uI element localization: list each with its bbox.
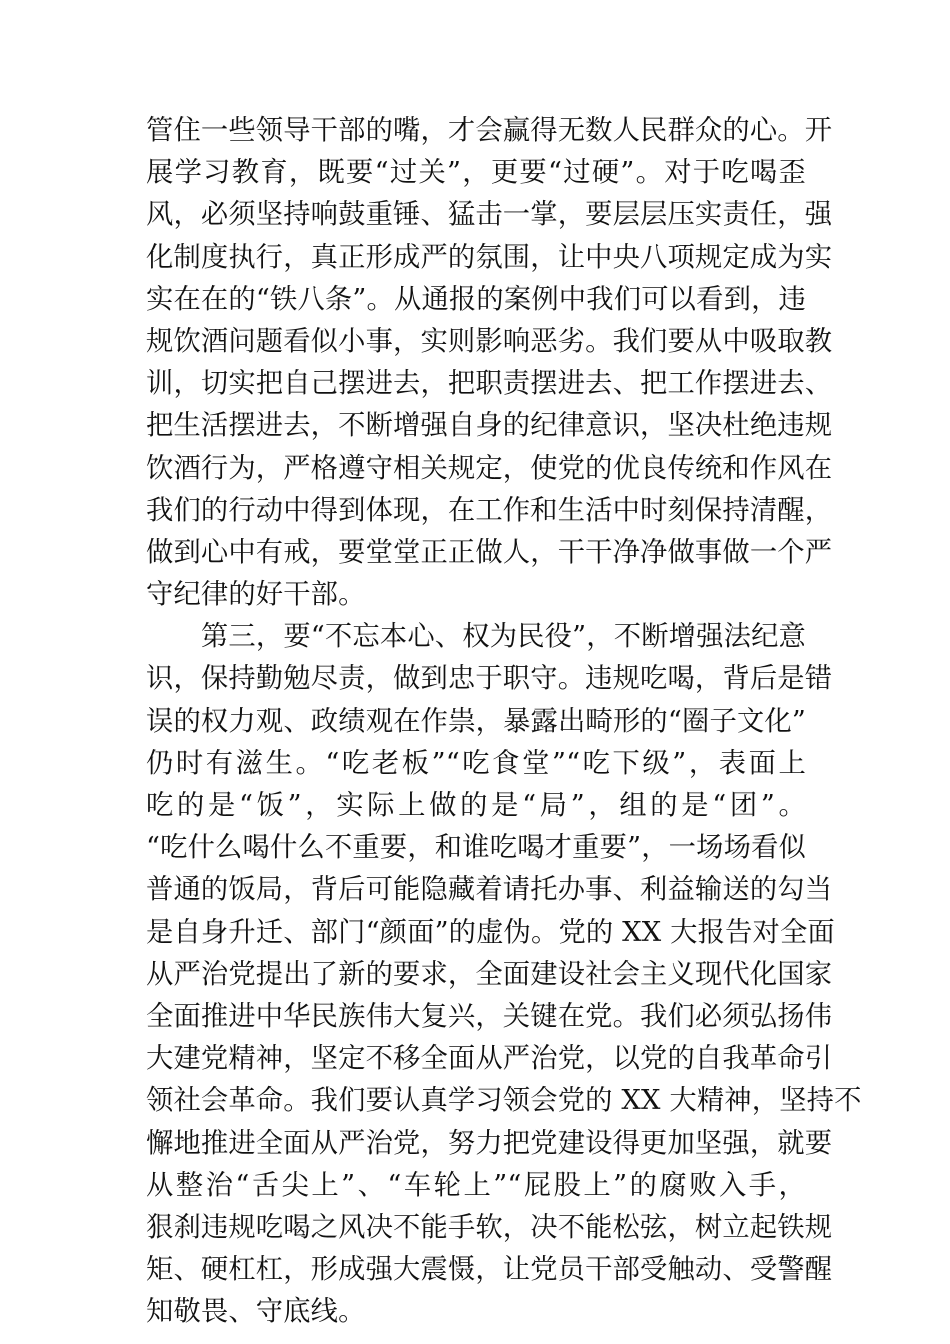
text-line: 吃的是“饭”，实际上做的是“局”，组的是“团”。 bbox=[146, 790, 806, 821]
text-line: 从严治党提出了新的要求，全面建设社会主义现代化国家 bbox=[146, 958, 833, 990]
text-line: 我们的行动中得到体现，在工作和生活中时刻保持清醒， bbox=[146, 494, 833, 526]
text-line: 矩、硬杠杠，形成强大震慑，让党员干部受触动、受警醒 bbox=[146, 1254, 833, 1286]
text-line: 全面推进中华民族伟大复兴，关键在党。我们必须弘扬伟 bbox=[146, 1000, 833, 1032]
text-line: 领社会革命。我们要认真学习领会党的 XX 大精神，坚持不 bbox=[146, 1085, 862, 1117]
text-line: 误的权力观、政绩观在作祟，暴露出畸形的“圈子文化” bbox=[146, 705, 806, 737]
text-line: 实在在的“铁八条”。从通报的案例中我们可以看到，违 bbox=[146, 283, 806, 315]
text-line: 仍时有滋生。“吃老板”“吃食堂”“吃下级”，表面上 bbox=[146, 747, 806, 779]
text-line: 懈地推进全面从严治党，努力把党建设得更加坚强，就要 bbox=[146, 1127, 833, 1159]
text-line: 规饮酒问题看似小事，实则影响恶劣。我们要从中吸取教 bbox=[146, 325, 833, 357]
text-line: 普通的饭局，背后可能隐藏着请托办事、利益输送的勾当 bbox=[146, 874, 833, 906]
text-line: 展学习教育，既要“过关”，更要“过硬”。对于吃喝歪 bbox=[146, 157, 806, 189]
text-line: 化制度执行，真正形成严的氛围，让中央八项规定成为实 bbox=[146, 241, 833, 273]
text-line: 把生活摆进去，不断增强自身的纪律意识，坚决杜绝违规 bbox=[146, 410, 833, 442]
text-line: 狠刹违规吃喝之风决不能手软，决不能松弦，树立起铁规 bbox=[146, 1211, 833, 1243]
text-line: 做到心中有戒，要堂堂正正做人，干干净净做事做一个严 bbox=[146, 536, 833, 568]
text-line: 从整治“舌尖上”、“车轮上”“屁股上”的腐败入手， bbox=[146, 1169, 806, 1201]
text-line: 识，保持勤勉尽责，做到忠于职守。违规吃喝，背后是错 bbox=[146, 663, 833, 695]
body-text bbox=[146, 110, 862, 1333]
text-line: 训，切实把自己摆进去，把职责摆进去、把工作摆进去、 bbox=[146, 368, 833, 400]
text-line: 是自身升迁、部门“颜面”的虚伪。党的 XX 大报告对全面 bbox=[146, 916, 835, 948]
text-line: 风，必须坚持响鼓重锤、猛击一掌，要层层压实责任，强 bbox=[146, 199, 833, 231]
text-line: 管住一些领导干部的嘴，才会赢得无数人民群众的心。开 bbox=[146, 115, 833, 146]
text-line: 大建党精神，坚定不移全面从严治党，以党的自我革命引 bbox=[146, 1043, 833, 1075]
text-line: 第三，要“不忘本心、权为民役”，不断增强法纪意 bbox=[146, 621, 806, 653]
text-line: 饮酒行为，严格遵守相关规定，使党的优良传统和作风在 bbox=[146, 452, 833, 484]
text-line: “吃什么喝什么不重要，和谁吃喝才重要”，一场场看似 bbox=[146, 832, 806, 864]
text-line: 知敬畏、守底线。 bbox=[146, 1296, 366, 1328]
text-line: 守纪律的好干部。 bbox=[146, 579, 366, 611]
